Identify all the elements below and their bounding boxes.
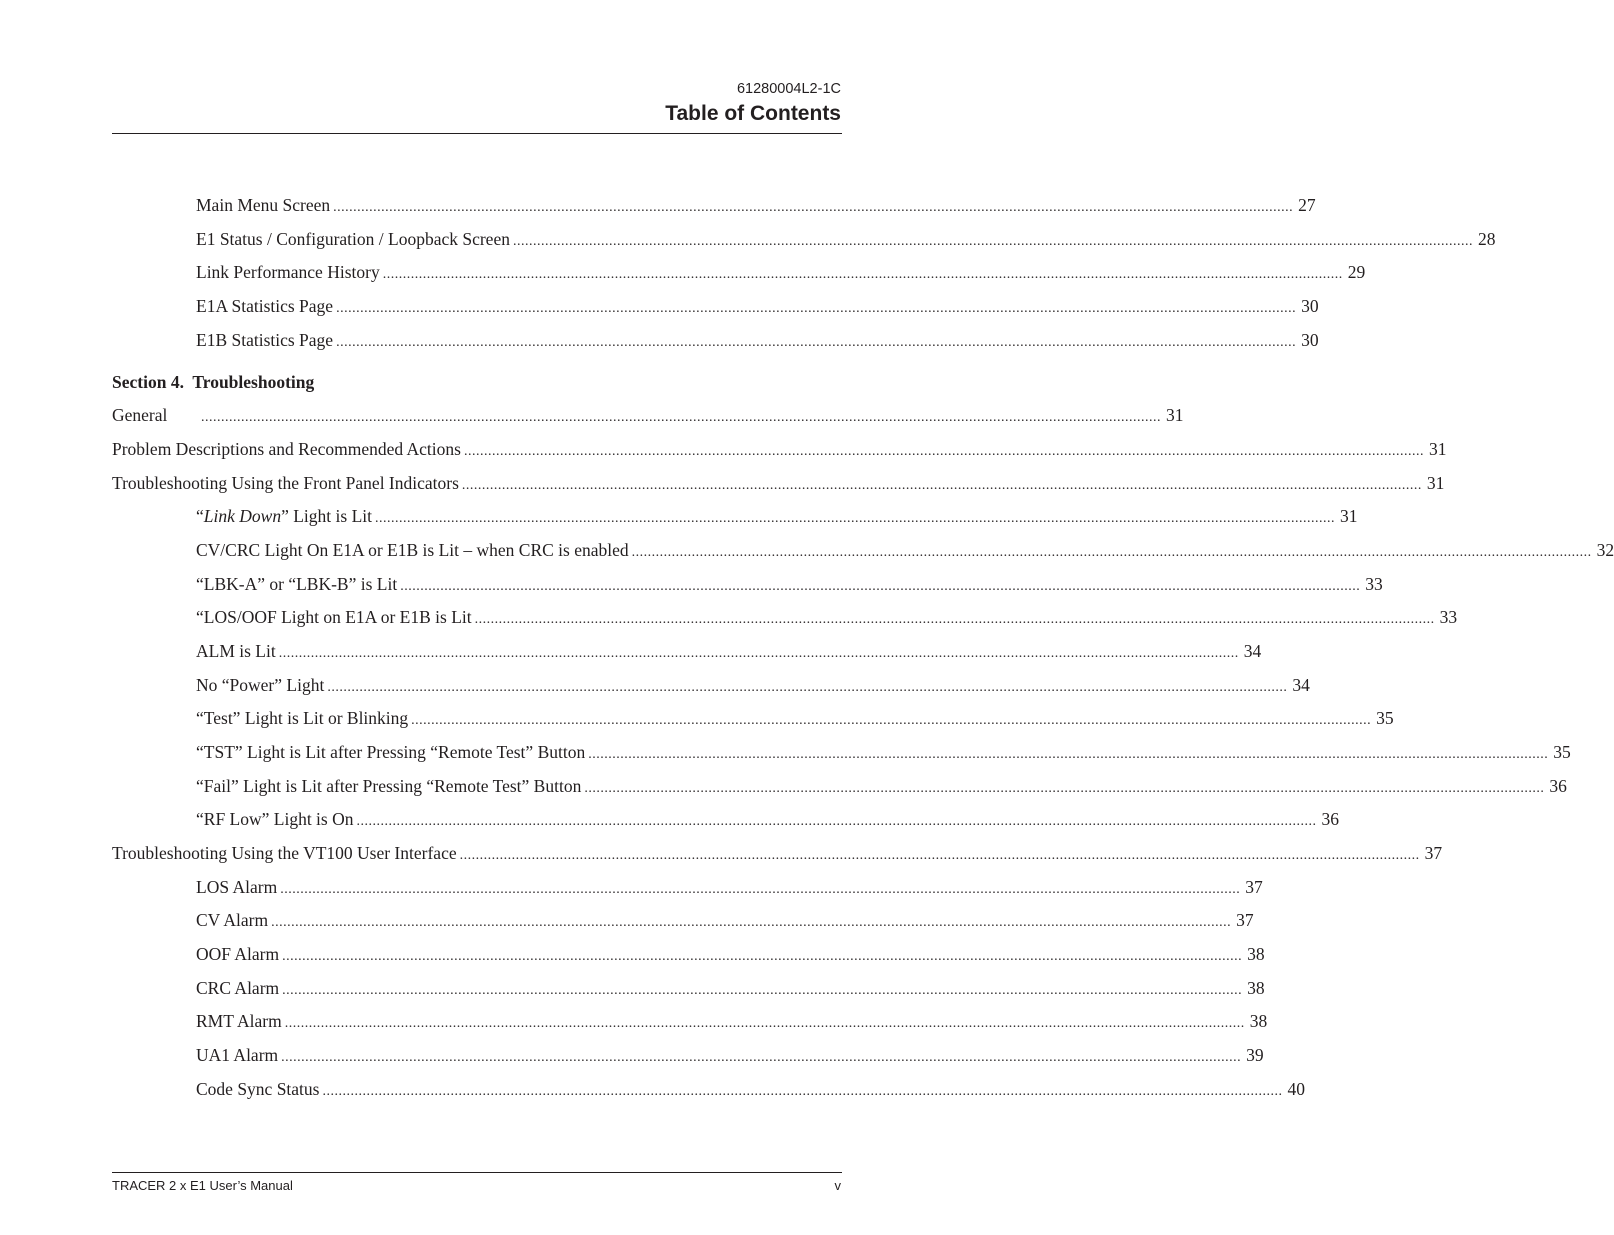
toc-entry-page: 28 [1477,229,1496,249]
header-rule [112,133,842,134]
dot-leader: ................................................................................................................................................................................................................................................ [278,646,1239,661]
toc-entry[interactable] [196,977,1265,999]
toc-entry-label: Code Sync Status [196,1079,320,1099]
toc-entry[interactable] [196,775,1567,797]
toc-entry-label: E1A Statistics Page [196,296,334,316]
section-heading: Section 4. Troubleshooting [112,372,315,392]
toc-entry-label: CRC Alarm [196,978,280,998]
toc-entry[interactable] [196,194,1316,216]
dot-leader: ................................................................................................................................................................................................................................................ [336,301,1297,316]
dot-leader: ................................................................................................................................................................................................................................................ [631,545,1592,560]
toc-entry[interactable] [196,741,1571,763]
toc-entry-page: 39 [1246,1045,1264,1065]
toc-entry-label: “LOS/OOF Light on E1A or E1B is Lit [196,607,472,627]
dot-leader: ................................................................................................................................................................................................................................................ [375,511,1335,526]
toc-entry-page: 35 [1376,708,1394,728]
toc-entry-label: OOF Alarm [196,944,280,964]
toc-entry-page: 38 [1249,1011,1268,1031]
toc-entry[interactable] [196,329,1319,351]
toc-entry-page: 33 [1365,574,1383,594]
toc-entry[interactable] [112,842,1443,864]
toc-entry[interactable] [196,1010,1268,1032]
toc-entry[interactable] [196,640,1262,662]
open-quote: “ [196,506,204,526]
toc-entry-label: Troubleshooting Using the VT100 User Interface [112,843,457,863]
toc-entry-label: No “Power” Light [196,675,325,695]
toc-entry[interactable] [112,472,1445,494]
toc-entry[interactable] [196,505,1358,527]
dot-leader: ................................................................................................................................................................................................................................................ [463,444,1424,459]
dot-leader: ................................................................................................................................................................................................................................................ [461,478,1422,493]
toc-entry[interactable] [196,876,1263,898]
dot-leader: ................................................................................................................................................................................................................................................ [201,410,1161,425]
page-title: Table of Contents [665,102,841,125]
toc-entry-page: 37 [1424,843,1443,863]
dot-leader: ................................................................................................................................................................................................................................................ [382,267,1343,282]
toc-entry-label: CV Alarm [196,910,269,930]
dot-leader: ................................................................................................................................................................................................................................................ [588,747,1549,762]
toc-entry-page: 38 [1247,978,1265,998]
toc-entry-page: 36 [1549,776,1567,796]
toc-entry[interactable] [196,909,1254,931]
dot-leader: ................................................................................................................................................................................................................................................ [333,200,1294,215]
toc-entry-label: E1B Statistics Page [196,330,334,350]
dot-leader: ................................................................................................................................................................................................................................................ [271,915,1232,930]
dot-leader: ................................................................................................................................................................................................................................................ [284,1016,1245,1031]
dot-leader: ................................................................................................................................................................................................................................................ [336,335,1297,350]
toc-entry-label: Troubleshooting Using the Front Panel Indicators [112,473,459,493]
footer-rule [112,1172,842,1173]
footer-page-number: v [834,1178,841,1193]
toc-entry[interactable] [112,438,1447,460]
toc-entry-label: Link Performance History [196,262,380,282]
dot-leader: ................................................................................................................................................................................................................................................ [474,612,1435,627]
toc-entry[interactable] [196,228,1496,250]
dot-leader: ................................................................................................................................................................................................................................................ [512,234,1473,249]
toc-entry-page: 34 [1243,641,1262,661]
toc-entry[interactable] [196,1044,1264,1066]
toc-entry[interactable] [196,261,1366,283]
toc-entry-page: 27 [1298,195,1316,215]
toc-entry[interactable] [196,1078,1305,1100]
toc-entry-page: 35 [1553,742,1571,762]
toc-entry-label: “TST” Light is Lit after Pressing “Remote Test” Button [196,742,586,762]
toc-entry-page: 36 [1321,809,1339,829]
toc-entry[interactable] [196,943,1265,965]
toc-entry-page: 29 [1347,262,1366,282]
document-number: 61280004L2-1C [736,81,841,97]
toc-entry[interactable] [196,808,1339,830]
dot-leader: ................................................................................................................................................................................................................................................ [322,1084,1283,1099]
toc-entry[interactable] [196,674,1310,696]
footer-manual-title: TRACER 2 x E1 User’s Manual [112,1178,293,1193]
dot-leader: ................................................................................................................................................................................................................................................ [281,1050,1242,1065]
toc-entry-label: “Fail” Light is Lit after Pressing “Remote Test” Button [196,776,582,796]
toc-entry-page: 31 [1166,405,1184,425]
dot-leader: ................................................................................................................................................................................................................................................ [459,848,1420,863]
label-rest: ” Light is Lit [281,506,372,526]
toc-entry-page: 30 [1301,330,1319,350]
toc-entry[interactable] [196,539,1614,561]
toc-entry[interactable] [196,707,1394,729]
toc-entry-label: Main Menu Screen [196,195,331,215]
toc-entry-page: 33 [1439,607,1458,627]
dot-leader: ................................................................................................................................................................................................................................................ [280,882,1241,897]
dot-leader: ................................................................................................................................................................................................................................................ [400,579,1361,594]
toc-entry-page: 30 [1301,296,1319,316]
toc-entry-page: 38 [1247,944,1265,964]
toc-entry-label: LOS Alarm [196,877,278,897]
toc-entry-label: CV/CRC Light On E1A or E1B is Lit – when CRC is enabled [196,540,629,560]
toc-entry-label: “LBK-A” or “LBK-B” is Lit [196,574,398,594]
toc-entry-page: 37 [1245,877,1263,897]
toc-entry-page: 31 [1426,473,1445,493]
dot-leader: ................................................................................................................................................................................................................................................ [282,949,1243,964]
italic-term: Link Down [203,506,282,526]
toc-entry-label: General [112,405,168,425]
toc-entry-label: UA1 Alarm [196,1045,279,1065]
toc-entry-label [196,505,372,527]
dot-leader: ................................................................................................................................................................................................................................................ [356,814,1317,829]
dot-leader: ................................................................................................................................................................................................................................................ [327,680,1288,695]
toc-entry[interactable] [112,404,1184,426]
toc-entry-label: “Test” Light is Lit or Blinking [196,708,409,728]
toc-entry-page: 32 [1596,540,1614,560]
toc-entry-page: 34 [1292,675,1310,695]
toc-entry-label: RMT Alarm [196,1011,282,1031]
toc-entry-page: 37 [1236,910,1254,930]
toc-entry-page: 40 [1287,1079,1305,1099]
dot-leader: ................................................................................................................................................................................................................................................ [282,983,1243,998]
dot-leader: ................................................................................................................................................................................................................................................ [584,781,1545,796]
dot-leader: ................................................................................................................................................................................................................................................ [411,713,1372,728]
toc-entry-page: 31 [1428,439,1447,459]
toc-entry-label: Problem Descriptions and Recommended Actions [112,439,461,459]
toc-entry-page: 31 [1340,506,1358,526]
toc-entry[interactable] [196,295,1319,317]
toc-entry-label: E1 Status / Configuration / Loopback Screen [196,229,510,249]
toc-entry[interactable] [196,573,1383,595]
toc-entry[interactable] [196,606,1458,628]
toc-entry-label: “RF Low” Light is On [196,809,354,829]
toc-entry-label: ALM is Lit [196,641,276,661]
